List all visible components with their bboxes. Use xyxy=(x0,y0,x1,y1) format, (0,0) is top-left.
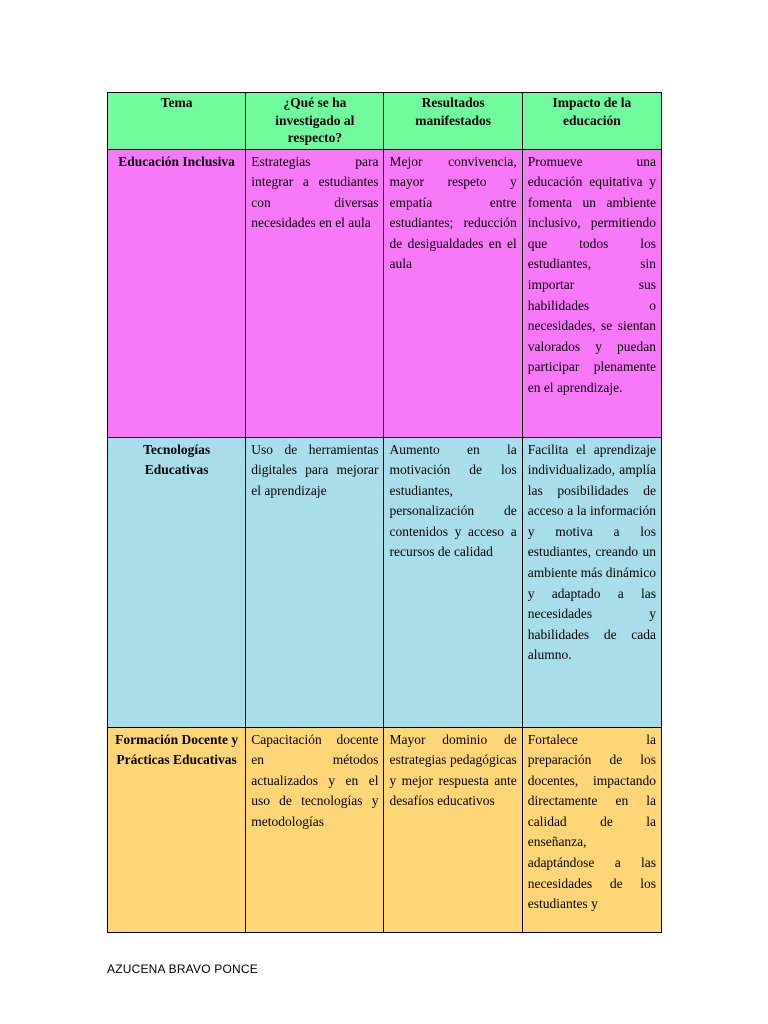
cell-investigado: Estrategias para integrar a estudiantes con diversas necesidades en el aula xyxy=(246,149,384,437)
table-row xyxy=(108,727,662,932)
research-table xyxy=(107,92,662,933)
cell-tema: Formación Docente y Prácticas Educativas xyxy=(108,727,246,932)
cell-tema: Tecnologías Educativas xyxy=(108,437,246,727)
header-investigado: ¿Qué se ha investigado al respecto? xyxy=(246,93,384,150)
header-impacto: Impacto de la educación xyxy=(522,93,661,150)
cell-impacto: Fortalece la preparación de los docentes, impactando directamente en la calidad de la enseñanza, adaptándose a las necesidades de los estudiantes y xyxy=(522,727,661,932)
cell-resultados: Aumento en la motivación de los estudiantes, personalización de contenidos y acceso a recursos de calidad xyxy=(384,437,522,727)
cell-tema: Educación Inclusiva xyxy=(108,149,246,437)
table-header-row xyxy=(108,93,662,150)
table-row xyxy=(108,437,662,727)
header-tema: Tema xyxy=(108,93,246,150)
cell-investigado: Uso de herramientas digitales para mejorar el aprendizaje xyxy=(246,437,384,727)
cell-impacto: Promueve una educación equitativa y fomenta un ambiente inclusivo, permitiendo que todos los estudiantes, sin importar sus habilidades o necesidades, se sientan valorados y puedan participar plenamente en el aprendizaje. xyxy=(522,149,661,437)
table-row xyxy=(108,149,662,437)
footer-author: AZUCENA BRAVO PONCE xyxy=(107,962,258,976)
header-resultados: Resultados manifestados xyxy=(384,93,522,150)
cell-resultados: Mayor dominio de estrategias pedagógicas y mejor respuesta ante desafíos educativos xyxy=(384,727,522,932)
cell-resultados: Mejor convivencia, mayor respeto y empatía entre estudiantes; reducción de desigualdades en el aula xyxy=(384,149,522,437)
cell-investigado: Capacitación docente en métodos actualizados y en el uso de tecnologías y metodologías xyxy=(246,727,384,932)
cell-impacto: Facilita el aprendizaje individualizado, amplía las posibilidades de acceso a la información y motiva a los estudiantes, creando un ambiente más dinámico y adaptado a las necesidades y habilidades de cada alumno. xyxy=(522,437,661,727)
